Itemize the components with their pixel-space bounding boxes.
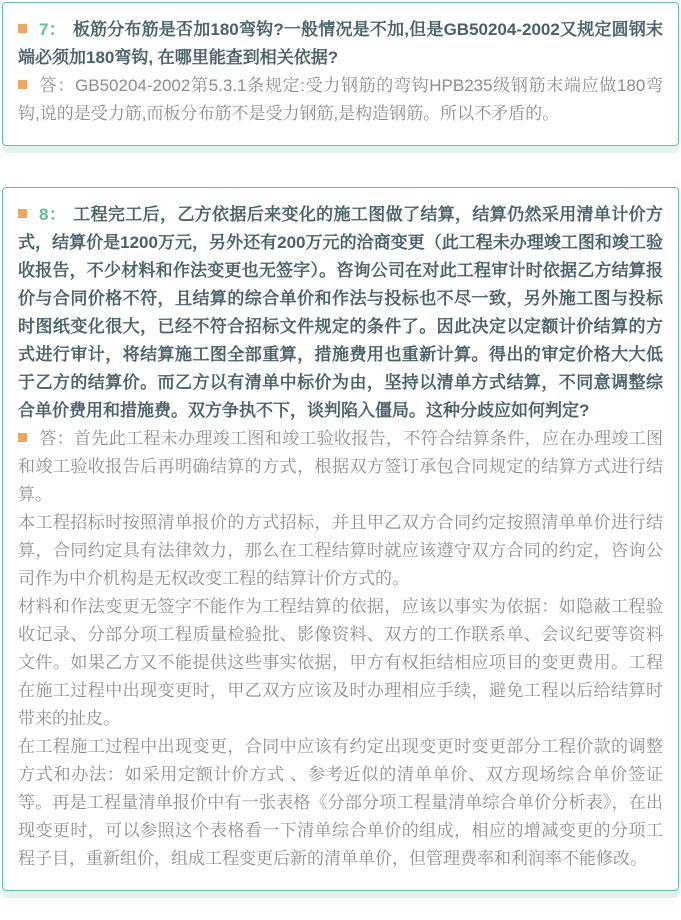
bullet-square-icon: [18, 209, 27, 218]
qa-card-question-7: [2, 2, 679, 146]
question-number: 8：: [39, 205, 67, 224]
answer-continuation-paragraph: [18, 733, 663, 873]
answer-text: GB50204-2002第5.3.1条规定:受力钢筋的弯钩HPB235级钢筋末端应做180弯钩,说的是受力筋,而板分布筋不是受力钢筋,是构造钢筋。所以不矛盾的。: [18, 76, 663, 123]
bullet-square-icon: [18, 24, 27, 33]
answer-continuation-paragraph: [18, 509, 663, 593]
question-paragraph: [18, 16, 663, 72]
question-paragraph: [18, 201, 663, 425]
bullet-square-icon: [18, 80, 27, 89]
question-text: 工程完工后，乙方依据后来变化的施工图做了结算，结算仍然采用清单计价方式，结算价是1200万元，另外还有200万元的洽商变更（此工程未办理竣工图和竣工验收报告，不少材料和作法变更也无签字）。咨询公司在对此工程审计时依据乙方结算报价与合同价格不符，且结算的综合单价和作法与投标也不尽一致，另外施工图与投标时图纸变化很大，已经不符合招标文件规定的条件了。因此决定以定额计价结算的方式进行审计，将结算施工图全部重算，措施费用也重新计算。得出的审定价格大大低于乙方的结算价。而乙方以有清单中标价为由，坚持以清单方式结算，不同意调整综合单价费用和措施费。双方争执不下，谈判陷入僵局。这种分歧应如何判定?: [18, 205, 663, 420]
bullet-square-icon: [18, 433, 27, 442]
answer-text: 材料和作法变更无签字不能作为工程结算的依据，应该以事实为依据：如隐蔽工程验收记录、分部分项工程质量检验批、影像资料、双方的工作联系单、会议纪要等资料文件。如果乙方又不能提供这些事实依据，甲方有权拒结相应项目的变更费用。工程在施工过程中出现变更时，甲乙双方应该及时办理相应手续，避免工程以后给结算时带来的扯皮。: [18, 597, 663, 728]
answer-label: 答：: [39, 429, 74, 448]
answer-continuation-paragraph: [18, 593, 663, 733]
qa-card-question-8: [2, 187, 679, 891]
answer-label: 答：: [39, 76, 76, 95]
answer-paragraph: [18, 425, 663, 509]
answer-text: 首先此工程未办理竣工图和竣工验收报告，不符合结算条件，应在办理竣工图和竣工验收报告后再明确结算的方式，根据双方签订承包合同规定的结算方式进行结算。: [18, 429, 663, 504]
answer-text: 在工程施工过程中出现变更，合同中应该有约定出现变更时变更部分工程价款的调整方式和办法：如采用定额计价方式 、参考近似的清单单价、双方现场综合单价签证等。再是工程量清单报价中有一张表格《分部分项工程量清单综合单价分析表》，在出现变更时，可以参照这个表格看一下清单综合单价的组成，相应的增减变更的分项工程子目，重新组价，组成工程变更后新的清单单价，但管理费率和利润率不能修改。: [18, 737, 663, 868]
question-text: 板筋分布筋是否加180弯钩?一般情况是不加,但是GB50204-2002又规定圆钢末端必须加180弯钩, 在哪里能查到相关依据?: [18, 20, 663, 67]
question-number: 7：: [39, 20, 66, 39]
answer-paragraph: [18, 72, 663, 128]
answer-text: 本工程招标时按照清单报价的方式招标，并且甲乙双方合同约定按照清单单价进行结算，合同约定具有法律效力，那么在工程结算时就应该遵守双方合同的约定，咨询公司作为中介机构是无权改变工程的结算计价方式的。: [18, 513, 663, 588]
